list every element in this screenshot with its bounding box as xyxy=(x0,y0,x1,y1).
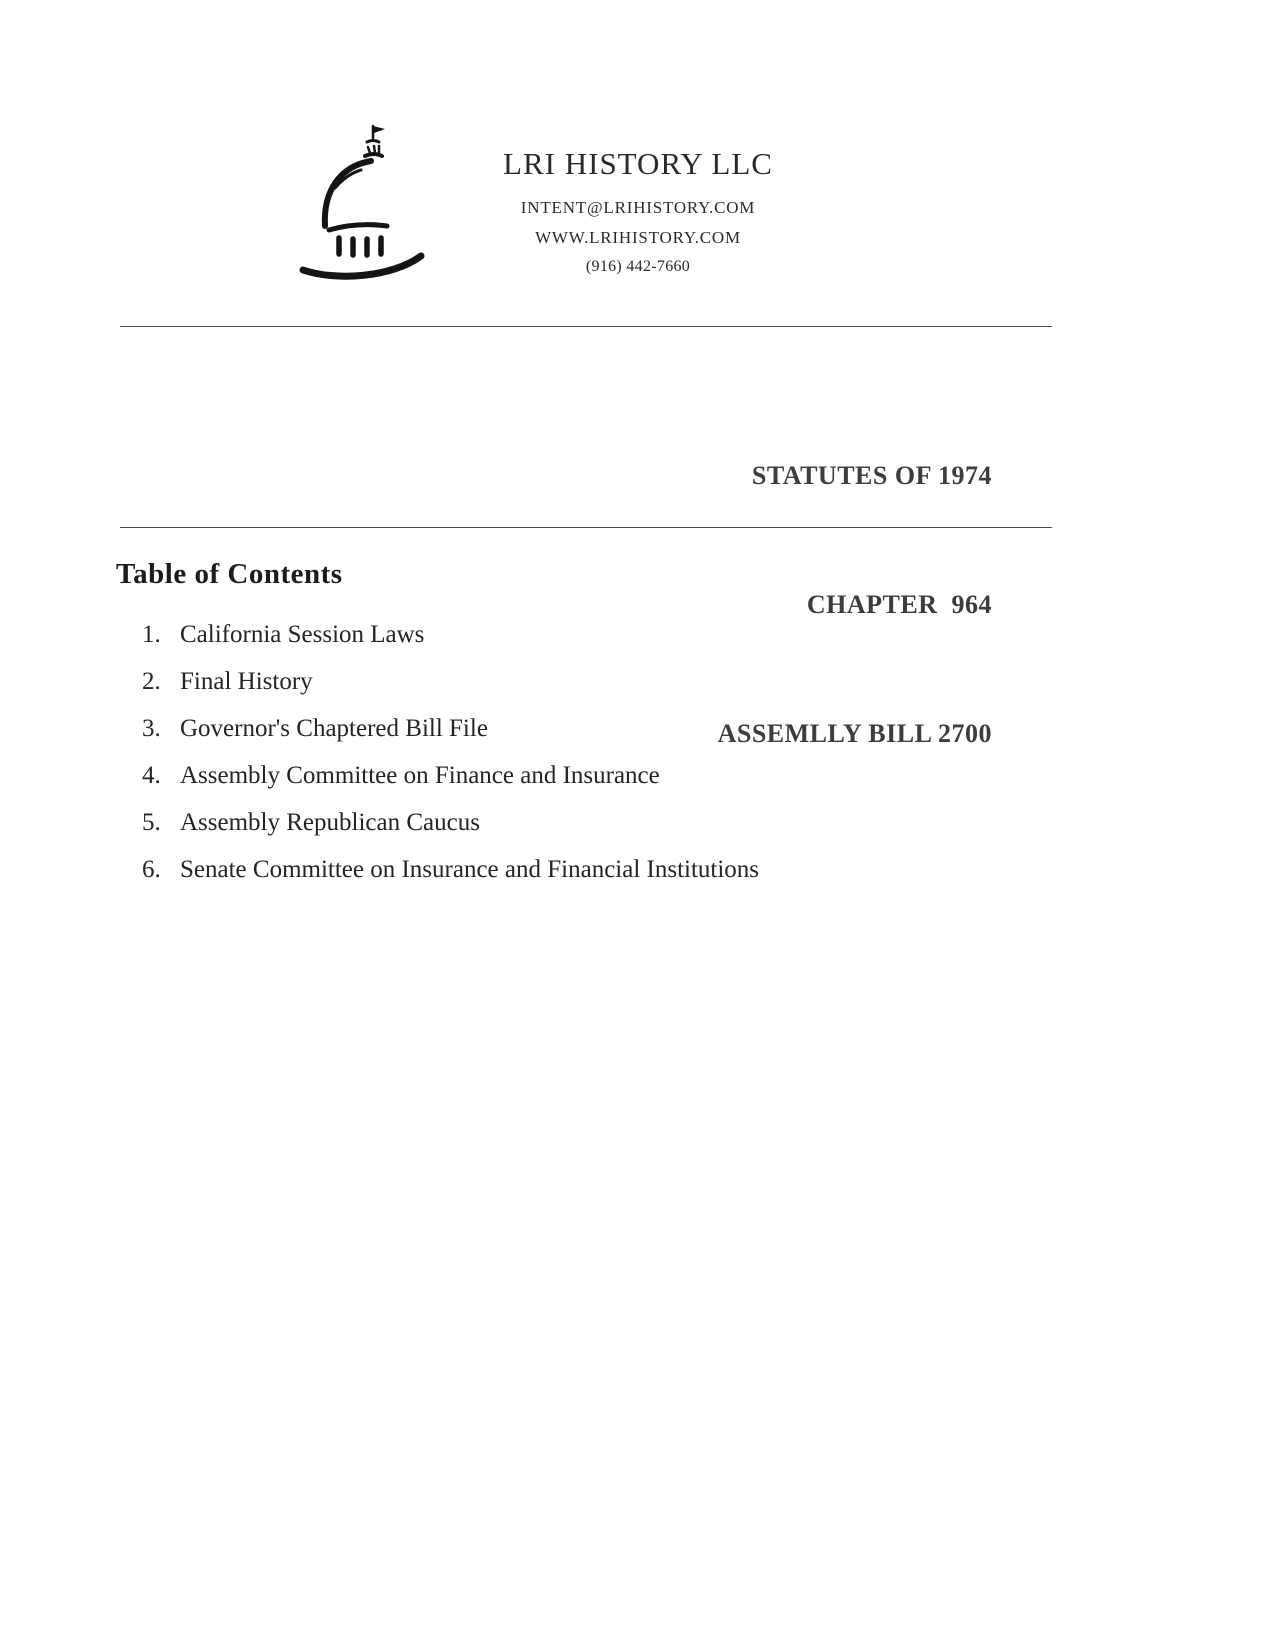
toc-item-number: 5. xyxy=(142,809,161,836)
letterhead xyxy=(295,118,803,283)
toc-item-label: Final History xyxy=(180,668,313,695)
capitol-dome-logo-icon xyxy=(295,118,445,283)
toc-item-number: 6. xyxy=(142,856,161,883)
toc-item-label: Senate Committee on Insurance and Financial Institutions xyxy=(180,856,760,883)
toc-item xyxy=(142,810,1042,836)
toc-item xyxy=(142,622,1042,648)
toc-item-number: 4. xyxy=(142,762,161,789)
toc-item xyxy=(142,716,1042,742)
letterhead-text xyxy=(473,146,803,276)
company-email: INTENT@LRIHISTORY.COM xyxy=(520,198,756,217)
toc-heading: Table of Contents xyxy=(116,558,343,590)
company-phone: (916) 442-7660 xyxy=(585,258,691,275)
company-name: LRI HISTORY LLC xyxy=(503,146,773,181)
toc-item-label: Governor's Chaptered Bill File xyxy=(180,715,488,742)
statute-line-2: CHAPTER 964 xyxy=(806,590,992,619)
toc-item-number: 3. xyxy=(142,715,161,742)
divider-top xyxy=(120,326,1052,327)
toc-item xyxy=(142,763,1042,789)
toc-item-number: 1. xyxy=(142,621,161,648)
statute-line-3: ASSEMLLY BILL 2700 xyxy=(717,719,992,748)
toc-item xyxy=(142,857,1042,883)
toc-item-label: Assembly Republican Caucus xyxy=(180,809,480,836)
toc-item-label: California Session Laws xyxy=(180,621,425,648)
toc-item xyxy=(142,669,1042,695)
statute-line-1: STATUTES OF 1974 xyxy=(751,461,992,490)
toc-item-number: 2. xyxy=(142,668,161,695)
toc-item-label: Assembly Committee on Finance and Insurance xyxy=(180,762,660,789)
company-website: WWW.LRIHISTORY.COM xyxy=(535,228,741,247)
toc-list xyxy=(142,622,1042,904)
